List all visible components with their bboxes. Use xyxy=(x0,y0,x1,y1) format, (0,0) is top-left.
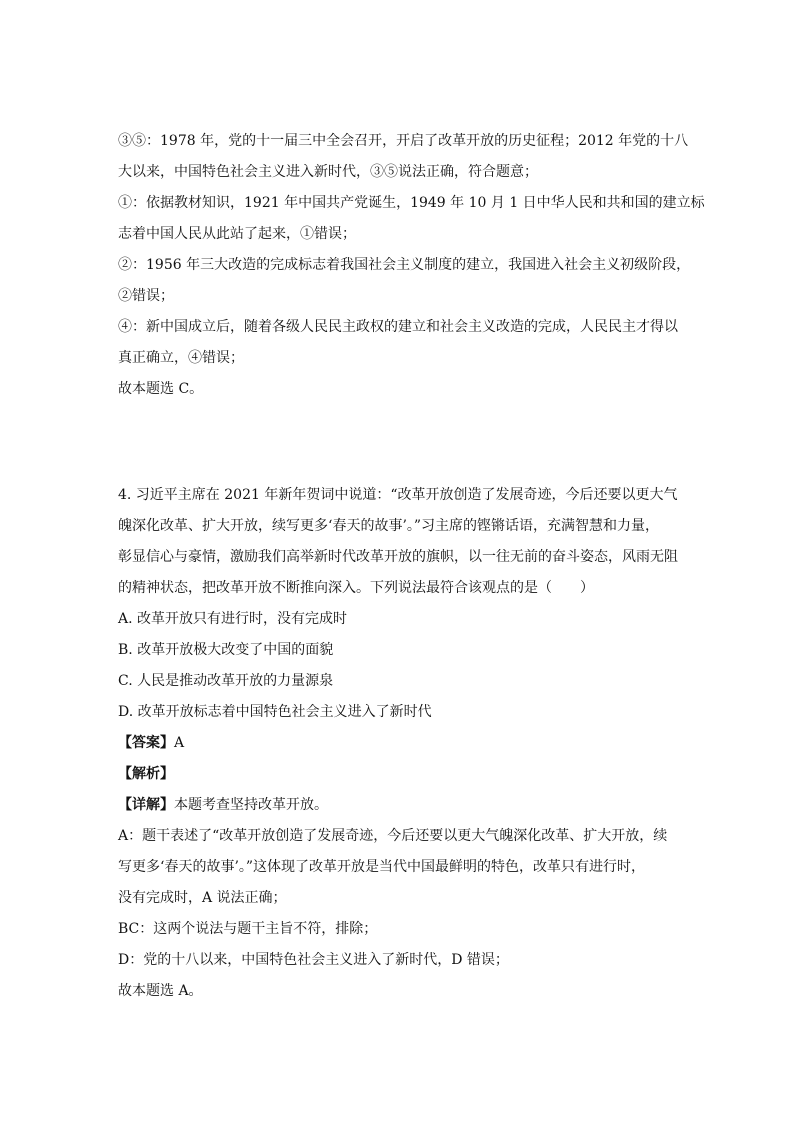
text-line: ②：1956 年三大改造的完成标志着我国社会主义制度的建立，我国进入社会主义初级阶段， xyxy=(118,257,691,273)
question-4 xyxy=(118,480,678,1007)
text-line: 真正确立，④错误； xyxy=(118,350,244,366)
text-line: ④：新中国成立后，随着各级人民民主政权的建立和社会主义改造的完成，人民民主才得以 xyxy=(118,319,678,335)
explanation-line: 没有完成时，A 说法正确； xyxy=(118,890,287,906)
text-line: ③⑤：1978 年，党的十一届三中全会召开，开启了改革开放的历史征程；2012 年党的十八 xyxy=(118,133,689,149)
option-a: A. 改革开放只有进行时，没有完成时 xyxy=(118,611,348,627)
answer-tag: 【答案】 xyxy=(118,735,174,751)
explanation-line: A：题干表述了“改革开放创造了发展奇迹，今后还要以更大气魄深化改革、扩大开放，续 xyxy=(118,828,668,844)
document-page xyxy=(118,126,705,1007)
question-stem-line: 彰显信心与豪情，激励我们高举新时代改革开放的旗帜，以一往无前的奋斗姿态，风雨无阻 xyxy=(118,549,678,565)
conclusion-line: 故本题选 A。 xyxy=(118,983,203,999)
previous-explanation xyxy=(118,126,705,405)
analysis-tag: 【解析】 xyxy=(118,766,174,782)
question-stem-line: 魄深化改革、扩大开放，续写更多‘春天的故事’。”习主席的铿锵话语，充满智慧和力量， xyxy=(118,518,660,534)
explanation-line: D：党的十八以来，中国特色社会主义进入了新时代，D 错误； xyxy=(118,952,509,968)
detail-tag: 【详解】 xyxy=(118,797,174,813)
section-gap xyxy=(118,405,678,480)
option-c: C. 人民是推动改革开放的力量源泉 xyxy=(118,673,334,689)
option-d: D. 改革开放标志着中国特色社会主义进入了新时代 xyxy=(118,704,432,720)
answer-line xyxy=(118,728,678,759)
answer-value: A xyxy=(174,735,185,751)
text-line: ②错误； xyxy=(118,288,174,304)
question-stem-line: 的精神状态，把改革开放不断推向深入。下列说法最符合该观点的是（ ） xyxy=(118,580,594,596)
analysis-line xyxy=(118,759,678,790)
text-line: 志着中国人民从此站了起来，①错误； xyxy=(118,226,356,242)
detail-text: 本题考查坚持改革开放。 xyxy=(174,797,328,813)
explanation-line: 写更多‘春天的故事’。”这体现了改革开放是当代中国最鲜明的特色，改革只有进行时， xyxy=(118,859,646,875)
detail-line xyxy=(118,790,678,821)
option-b: B. 改革开放极大改变了中国的面貌 xyxy=(118,642,334,658)
text-line: 大以来，中国特色社会主义进入新时代，③⑤说法正确，符合题意； xyxy=(118,164,538,180)
conclusion-line: 故本题选 C。 xyxy=(118,381,204,397)
text-line: ①：依据教材知识，1921 年中国共产党诞生，1949 年 10 月 1 日中华人民和共和国的建立标 xyxy=(118,195,705,211)
question-stem-line: 4. 习近平主席在 2021 年新年贺词中说道：“改革开放创造了发展奇迹，今后还要以更大气 xyxy=(118,487,678,503)
explanation-line: BC：这两个说法与题干主旨不符，排除； xyxy=(118,921,378,937)
